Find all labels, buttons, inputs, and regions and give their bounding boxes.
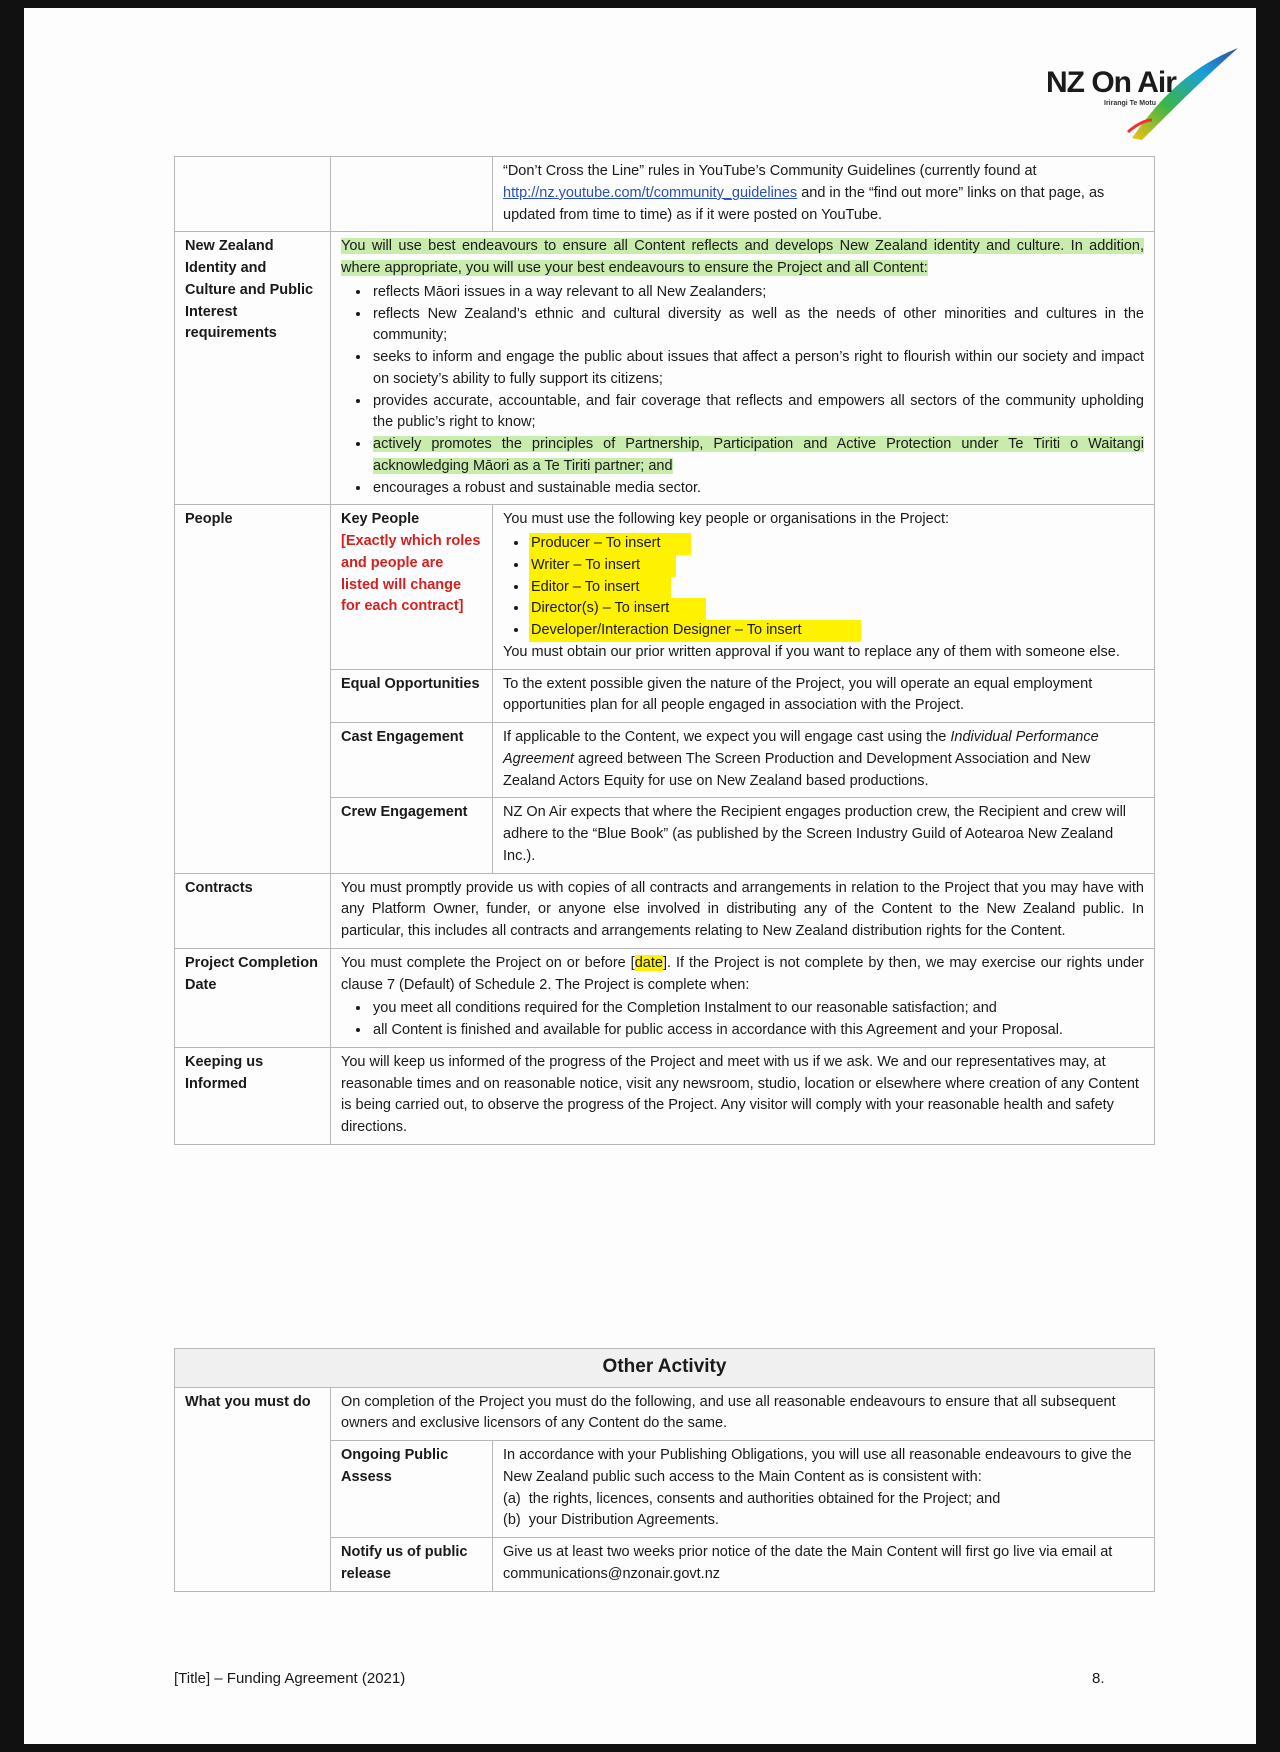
list-item: • reflects New Zealand’s ethnic and cultural diversity as well as the needs of other minorities and cultures in the community; bbox=[371, 304, 1144, 348]
what-you-must-do-content: On completion of the Project you must do the following, and use all reasonable endeavours to ensure that all subsequent owners and exclusive licensors of any Content do the same. bbox=[331, 1387, 1155, 1441]
equal-opportunities-content: To the extent possible given the nature of the Project, you will operate an equal employment opportunities plan for all people engaged in association with the Project. bbox=[493, 669, 1155, 723]
list-item: • Editor – To insert bbox=[529, 577, 671, 599]
people-label: People bbox=[175, 505, 331, 873]
key-people-cell bbox=[331, 505, 493, 669]
equal-opportunities-label: Equal Opportunities bbox=[331, 669, 493, 723]
key-people-note: [Exactly which roles and people are listed will change for each contract] bbox=[341, 533, 481, 615]
table-row bbox=[175, 157, 1155, 232]
crew-engagement-label: Crew Engagement bbox=[331, 798, 493, 873]
other-activity-table bbox=[174, 1348, 1155, 1592]
funding-terms-table bbox=[174, 156, 1155, 1145]
completion-date-content: You must complete the Project on or before [date]. If the Project is not complete by then, we may exercise our rights under clause 7 (Default) of Schedule 2. The Project is complete when: • you meet all conditions required for the Completion Instalment to our reasonable satisfaction; and • all Content is finished and available for public access in accordance with this Agreement and your Proposal. bbox=[331, 948, 1155, 1047]
logo-text: NZ On Air bbox=[1046, 66, 1176, 99]
list-item: • Writer – To insert bbox=[529, 555, 676, 577]
list-item: • seeks to inform and engage the public about issues that affect a person’s right to flourish within our society and impact on society’s ability to fully support its citizens; bbox=[371, 347, 1144, 391]
ongoing-public-access-content: In accordance with your Publishing Obligations, you will use all reasonable endeavours to give the New Zealand public such access to the Main Content as is consistent with: (a) the rights, licences, consents and authorities obtained for the Project; and (b) your Distribution Agreements. bbox=[493, 1441, 1155, 1538]
list-item: (b) your Distribution Agreements. bbox=[503, 1512, 719, 1529]
page-number: 8. bbox=[1092, 1670, 1105, 1687]
table-row bbox=[175, 1349, 1155, 1388]
youtube-clause: “Don’t Cross the Line” rules in YouTube’s Community Guidelines (currently found at http://nz.youtube.com/t/community_guidelines and in the “find out more” links on that page, as updated from time to time) as if it were posted on YouTube. bbox=[493, 157, 1155, 232]
other-activity-header: Other Activity bbox=[175, 1349, 1155, 1388]
identity-intro: You will use best endeavours to ensure all Content reflects and develops New Zealand identity and culture. In addition, where appropriate, you will use your best endeavours to ensure the Project and all Content: bbox=[341, 238, 1144, 276]
key-people-list bbox=[503, 533, 1144, 642]
identity-label: New Zealand Identity and Culture and Public Interest requirements bbox=[175, 232, 331, 505]
table-row bbox=[175, 873, 1155, 948]
contracts-content: You must promptly provide us with copies of all contracts and arrangements in relation to the Project that you may have with any Platform Owner, funder, or anyone else involved in distributing any of the Content to the New Zealand public. In particular, this includes all contracts and arrangements relating to New Zealand distribution rights for the Content. bbox=[331, 873, 1155, 948]
list-item: • actively promotes the principles of Partnership, Participation and Active Protection under Te Tiriti o Waitangi acknowledging Māori as a Te Tiriti partner; and bbox=[371, 434, 1144, 478]
table-row bbox=[175, 1047, 1155, 1144]
table-row bbox=[175, 505, 1155, 669]
list-item: • you meet all conditions required for the Completion Instalment to our reasonable satisfaction; and bbox=[371, 998, 1144, 1020]
cast-engagement-content: If applicable to the Content, we expect you will engage cast using the Individual Performance Agreement agreed between The Screen Production and Development Association and New Zealand Actors Equity for use on New Zealand based productions. bbox=[493, 723, 1155, 798]
youtube-guidelines-link[interactable]: http://nz.youtube.com/t/community_guidelines bbox=[503, 184, 798, 201]
date-placeholder: date bbox=[634, 954, 663, 971]
list-item: • all Content is finished and available for public access in accordance with this Agreement and your Proposal. bbox=[371, 1020, 1144, 1042]
key-people-content: You must use the following key people or organisations in the Project: • Producer – To insert • Writer – To insert • Editor – To insert • Director(s) – To insert • Developer/Interaction Designer – To insert You must obtain our prior written approval if you want to replace any of them with someone else. bbox=[493, 505, 1155, 669]
list-item: • encourages a robust and sustainable media sector. bbox=[371, 478, 1144, 500]
identity-bullets bbox=[341, 282, 1144, 500]
keeping-informed-content: You will keep us informed of the progress of the Project and meet with us if we ask. We and our representatives may, at reasonable times and on reasonable notice, visit any newsroom, studio, location or elsewhere where creation of any Content is being carried out, to observe the progress of the Project. Any visitor will comply with your reasonable health and safety directions. bbox=[331, 1047, 1155, 1144]
table-row bbox=[175, 948, 1155, 1047]
list-item: • Producer – To insert bbox=[529, 533, 691, 555]
logo-tagline: Irirangi Te Motu bbox=[1104, 100, 1156, 107]
keeping-informed-label: Keeping us Informed bbox=[175, 1047, 331, 1144]
completion-bullets bbox=[341, 998, 1144, 1042]
document-page bbox=[24, 8, 1256, 1744]
table-row bbox=[175, 1387, 1155, 1441]
cast-engagement-label: Cast Engagement bbox=[331, 723, 493, 798]
ongoing-public-access-label: Ongoing Public Assess bbox=[331, 1441, 493, 1538]
crew-engagement-content: NZ On Air expects that where the Recipient engages production crew, the Recipient and crew will adhere to the “Blue Book” (as published by the Screen Industry Guild of Aotearoa New Zealand Inc.). bbox=[493, 798, 1155, 873]
nz-on-air-logo bbox=[1032, 40, 1252, 150]
contracts-label: Contracts bbox=[175, 873, 331, 948]
notify-release-label: Notify us of public release bbox=[331, 1538, 493, 1592]
list-item: • reflects Māori issues in a way relevant to all New Zealanders; bbox=[371, 282, 1144, 304]
list-item: • Director(s) – To insert bbox=[529, 598, 706, 620]
completion-date-label: Project Completion Date bbox=[175, 948, 331, 1047]
list-item: • Developer/Interaction Designer – To insert bbox=[529, 620, 861, 642]
table-row bbox=[175, 232, 1155, 505]
footer-title: [Title] – Funding Agreement (2021) bbox=[174, 1670, 406, 1687]
what-you-must-do-label: What you must do bbox=[175, 1387, 331, 1591]
key-people-label: Key People bbox=[341, 511, 420, 528]
identity-content bbox=[331, 232, 1155, 505]
notify-release-content: Give us at least two weeks prior notice of the date the Main Content will first go live via email at communications@nzonair.govt.nz bbox=[493, 1538, 1155, 1592]
list-item: (a) the rights, licences, consents and authorities obtained for the Project; and bbox=[503, 1490, 1001, 1507]
list-item: • provides accurate, accountable, and fair coverage that reflects and empowers all sectors of the community upholding the public’s right to know; bbox=[371, 391, 1144, 435]
